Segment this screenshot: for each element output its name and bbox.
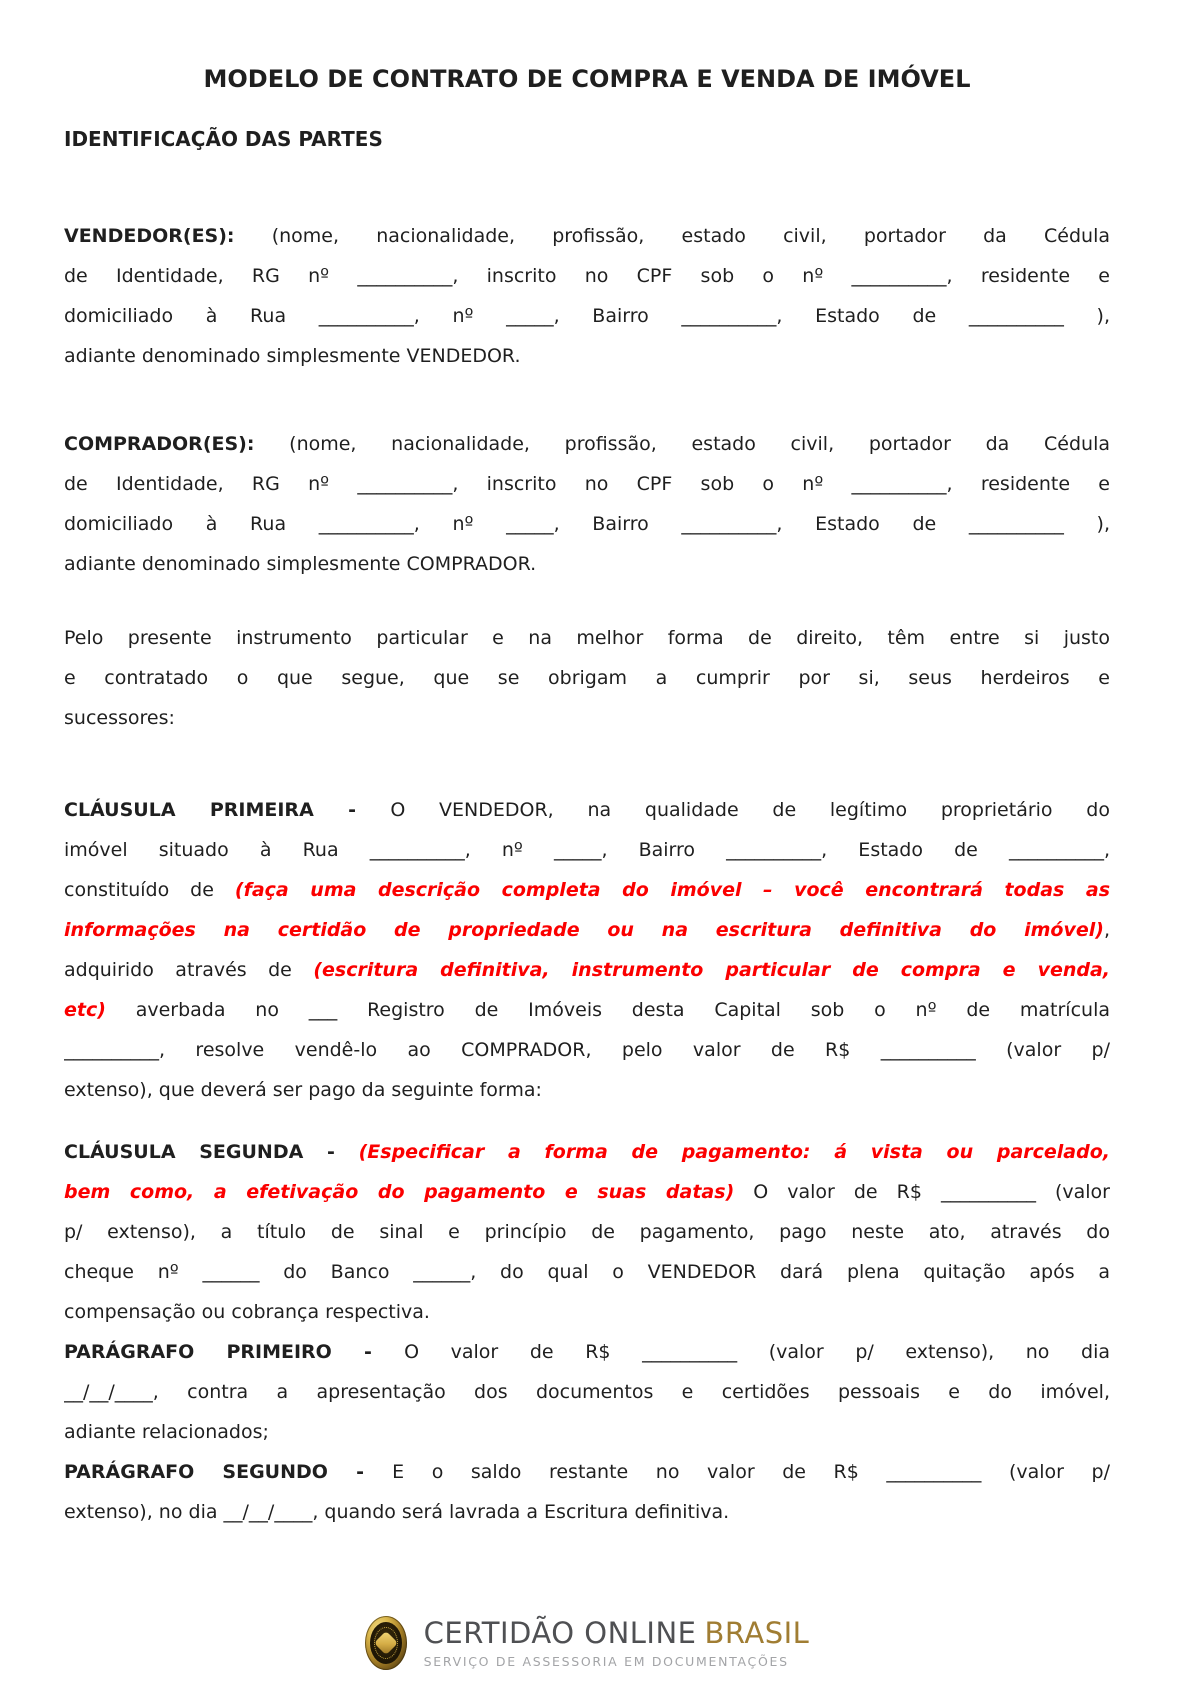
body-text: de Identidade, RG nº __________, inscrito no CPF sob o nº __________, residente e [64, 473, 1110, 495]
text-line [64, 950, 1110, 990]
text-line [64, 504, 1110, 544]
paragraph-preambulo [64, 618, 1110, 738]
text-line [64, 1252, 1110, 1292]
document-body [64, 216, 1110, 1532]
body-text: imóvel situado à Rua __________, nº _____, Bairro __________, Estado de __________, [64, 839, 1110, 861]
brand-name-primary: CERTIDÃO ONLINE [423, 1616, 697, 1650]
bold-lead-in: COMPRADOR(ES): [64, 433, 255, 455]
bold-lead-in: VENDEDOR(ES): [64, 225, 235, 247]
brand-tagline: SERVIÇO DE ASSESSORIA EM DOCUMENTAÇÕES [423, 1654, 789, 1669]
body-text: (nome, nacionalidade, profissão, estado civil, portador da Cédula [234, 225, 1110, 247]
body-text: (nome, nacionalidade, profissão, estado civil, portador da Cédula [254, 433, 1110, 455]
instruction-text-red: (Especificar a forma de pagamento: á vista ou parcelado, [358, 1141, 1110, 1163]
body-text: __/__/____, contra a apresentação dos documentos e certidões pessoais e do imóvel, [64, 1381, 1110, 1403]
body-text: __________, resolve vendê-lo ao COMPRADOR, pelo valor de R$ __________ (valor p/ [64, 1039, 1110, 1061]
instruction-text-red: informações na certidão de propriedade ou na escritura definitiva do imóvel) [64, 919, 1104, 941]
text-line [64, 698, 1110, 738]
body-text: constituído de [64, 879, 235, 901]
body-text: O VENDEDOR, na qualidade de legítimo proprietário do [390, 799, 1110, 821]
text-line [64, 790, 1110, 830]
text-line [64, 1212, 1110, 1252]
text-line [64, 256, 1110, 296]
body-text: compensação ou cobrança respectiva. [64, 1301, 430, 1323]
text-line [64, 544, 1110, 584]
text-line [64, 1492, 1110, 1532]
text-line [64, 1172, 1110, 1212]
text-line [64, 336, 1110, 376]
text-line [64, 424, 1110, 464]
body-text: domiciliado à Rua __________, nº _____, Bairro __________, Estado de __________ ), [64, 305, 1110, 327]
text-line [64, 1332, 1110, 1372]
body-text: adiante denominado simplesmente VENDEDOR. [64, 345, 521, 367]
instruction-text-red: (faça uma descrição completa do imóvel – você encontrará todas as [234, 879, 1110, 901]
bold-lead-in: CLÁUSULA SEGUNDA - [64, 1141, 359, 1163]
text-line [64, 910, 1110, 950]
brand-name [424, 1617, 810, 1650]
body-text: adiante denominado simplesmente COMPRADOR. [64, 553, 537, 575]
text-line [64, 1030, 1110, 1070]
text-line [64, 1292, 1110, 1332]
section-heading-identificacao: IDENTIFICAÇÃO DAS PARTES [64, 127, 383, 151]
paragraph-paragrafo-segundo [64, 1452, 1110, 1532]
body-text: O valor de R$ __________ (valor p/ extenso), no dia [404, 1341, 1110, 1363]
body-text: p/ extenso), a título de sinal e princípio de pagamento, pago neste ato, através do [64, 1221, 1110, 1243]
text-line [64, 658, 1110, 698]
brand-name-accent: BRASIL [704, 1616, 810, 1650]
body-text: extenso), no dia __/__/____, quando será lavrada a Escritura definitiva. [64, 1501, 730, 1523]
text-line [64, 618, 1110, 658]
body-text: de Identidade, RG nº __________, inscrito no CPF sob o nº __________, residente e [64, 265, 1110, 287]
body-text: e contratado o que segue, que se obrigam a cumprir por si, seus herdeiros e [64, 667, 1110, 689]
bold-lead-in: PARÁGRAFO PRIMEIRO - [64, 1341, 405, 1363]
text-line [64, 990, 1110, 1030]
text-line [64, 1452, 1110, 1492]
paragraph-comprador [64, 424, 1110, 584]
paragraph-clausula-segunda [64, 1132, 1110, 1332]
paragraph-paragrafo-primeiro [64, 1332, 1110, 1452]
paragraph-clausula-primeira [64, 790, 1110, 1110]
text-line [64, 1132, 1110, 1172]
footer-logo [64, 1602, 1110, 1684]
text-line [64, 1070, 1110, 1110]
body-text: E o saldo restante no valor de R$ __________ (valor p/ [392, 1461, 1110, 1483]
body-text: domiciliado à Rua __________, nº _____, Bairro __________, Estado de __________ ), [64, 513, 1110, 535]
body-text: extenso), que deverá ser pago da seguinte forma: [64, 1079, 542, 1101]
paragraph-vendedor [64, 216, 1110, 376]
body-text: adiante relacionados; [64, 1421, 269, 1443]
text-line [64, 1372, 1110, 1412]
body-text: cheque nº ______ do Banco ______, do qual o VENDEDOR dará plena quitação após a [64, 1261, 1110, 1283]
body-text: adquirido através de [64, 959, 314, 981]
bold-lead-in: CLÁUSULA PRIMEIRA - [64, 799, 391, 821]
instruction-text-red: (escritura definitiva, instrumento particular de compra e venda, [313, 959, 1110, 981]
text-line [64, 216, 1110, 256]
text-line [64, 870, 1110, 910]
body-text: , [1103, 919, 1110, 941]
body-text: averbada no ___ Registro de Imóveis desta Capital sob o nº de matrícula [105, 999, 1110, 1021]
bold-lead-in: PARÁGRAFO SEGUNDO - [64, 1461, 393, 1483]
text-line [64, 296, 1110, 336]
instruction-text-red: bem como, a efetivação do pagamento e suas datas) [64, 1181, 735, 1203]
body-text: sucessores: [64, 707, 175, 729]
text-line [64, 830, 1110, 870]
brand-text-block [424, 1617, 810, 1669]
document-title: MODELO DE CONTRATO DE COMPRA E VENDA DE IMÓVEL [203, 65, 971, 93]
instruction-text-red: etc) [64, 999, 106, 1021]
text-line [64, 1412, 1110, 1452]
text-line [64, 464, 1110, 504]
body-text: Pelo presente instrumento particular e na melhor forma de direito, têm entre si justo [64, 627, 1110, 649]
certidao-online-brasil-seal-icon [365, 1616, 407, 1670]
body-text: O valor de R$ __________ (valor [734, 1181, 1110, 1203]
